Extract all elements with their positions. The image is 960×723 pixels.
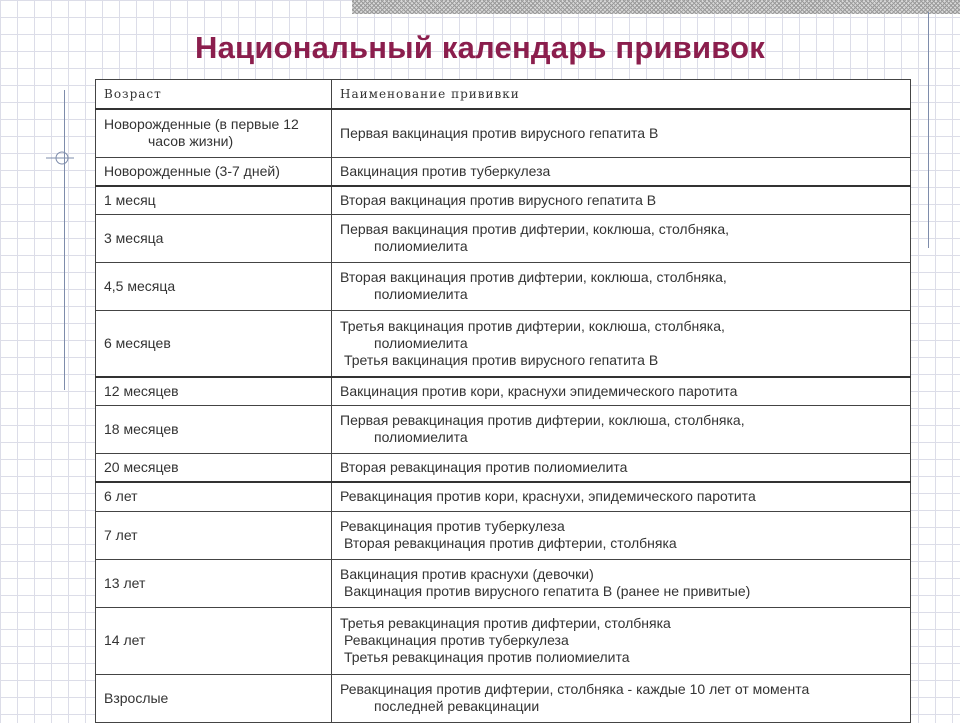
vaccination-text: Первая вакцинация против дифтерии, коклюша, столбняка, bbox=[340, 221, 730, 237]
age-cell bbox=[96, 674, 332, 722]
age-cell bbox=[96, 607, 332, 674]
vaccination-text: Вакцинация против краснухи (девочки) bbox=[340, 566, 594, 582]
header-age: Возраст bbox=[96, 80, 332, 110]
vaccination-text: полиомиелита bbox=[374, 238, 468, 254]
table-body bbox=[96, 109, 911, 722]
age-cell bbox=[96, 559, 332, 607]
vaccination-cell bbox=[332, 310, 911, 377]
age-text: 3 месяца bbox=[104, 229, 164, 246]
table-row bbox=[96, 377, 911, 405]
page-title: Национальный календарь прививок bbox=[195, 30, 765, 65]
vaccination-cell bbox=[332, 482, 911, 511]
table-row bbox=[96, 511, 911, 559]
vaccination-text: Третья ревакцинация против полиомиелита bbox=[344, 649, 630, 665]
table-row bbox=[96, 262, 911, 310]
vaccination-text: Ревакцинация против дифтерии, столбняка - каждые 10 лет от момента bbox=[340, 681, 810, 697]
table-row bbox=[96, 559, 911, 607]
vaccination-cell bbox=[332, 607, 911, 674]
vaccination-text: Вторая вакцинация против вирусного гепатита В bbox=[340, 191, 657, 208]
vaccination-cell bbox=[332, 157, 911, 186]
vaccination-text: полиомиелита bbox=[374, 334, 468, 351]
table-row bbox=[96, 405, 911, 453]
table-row bbox=[96, 674, 911, 722]
age-text: Новорожденные (в первые 12 bbox=[104, 116, 299, 133]
vaccination-text: полиомиелита bbox=[374, 429, 468, 445]
vaccination-cell bbox=[332, 405, 911, 453]
vaccination-cell bbox=[332, 674, 911, 722]
age-text: 13 лет bbox=[104, 574, 146, 591]
age-cell bbox=[96, 214, 332, 262]
vaccination-cell bbox=[332, 109, 911, 157]
decorative-vertical-line-left bbox=[64, 90, 65, 390]
vaccination-text: Ревакцинация против туберкулеза bbox=[340, 518, 565, 534]
age-cell bbox=[96, 157, 332, 186]
vaccination-text: полиомиелита bbox=[374, 286, 468, 302]
decorative-top-band bbox=[352, 0, 960, 14]
age-cell bbox=[96, 511, 332, 559]
vaccination-text: последней ревакцинации bbox=[374, 698, 540, 714]
vaccination-cell bbox=[332, 453, 911, 482]
vaccination-text: Ревакцинация против кори, краснухи, эпидемического паротита bbox=[340, 488, 756, 505]
table-row bbox=[96, 453, 911, 482]
vaccination-text: Первая вакцинация против вирусного гепатита В bbox=[340, 124, 659, 141]
age-text: часов жизни) bbox=[148, 133, 234, 150]
table-row bbox=[96, 157, 911, 186]
age-cell bbox=[96, 310, 332, 377]
vaccination-table bbox=[95, 79, 911, 723]
age-text: Новорожденные (3-7 дней) bbox=[104, 162, 280, 179]
age-cell bbox=[96, 453, 332, 482]
crosshair-icon bbox=[46, 148, 74, 168]
age-text: 14 лет bbox=[104, 632, 146, 648]
age-cell bbox=[96, 262, 332, 310]
age-cell bbox=[96, 405, 332, 453]
vaccination-text: Вакцинация против кори, краснухи эпидемического паротита bbox=[340, 382, 738, 399]
age-cell bbox=[96, 186, 332, 214]
table-row bbox=[96, 482, 911, 511]
age-text: 1 месяц bbox=[104, 191, 156, 208]
vaccination-text: Вторая ревакцинация против полиомиелита bbox=[340, 458, 628, 475]
age-cell bbox=[96, 482, 332, 511]
table-row bbox=[96, 186, 911, 214]
vaccination-text: Вторая ревакцинация против дифтерии, столбняка bbox=[344, 535, 677, 551]
age-cell bbox=[96, 377, 332, 405]
header-vaccination: Наименование прививки bbox=[332, 80, 911, 110]
vaccination-text: Вакцинация против вирусного гепатита В (ранее не привитые) bbox=[344, 583, 751, 599]
age-text: 6 месяцев bbox=[104, 334, 171, 351]
age-text: 7 лет bbox=[104, 526, 138, 543]
vaccination-text: Ревакцинация против туберкулеза bbox=[344, 632, 569, 648]
vaccination-text: Третья вакцинация против дифтерии, коклюша, столбняка, bbox=[340, 317, 725, 334]
vaccination-cell bbox=[332, 559, 911, 607]
age-text: 18 месяцев bbox=[104, 420, 179, 437]
age-text: 4,5 месяца bbox=[104, 277, 176, 294]
age-text: 6 лет bbox=[104, 488, 138, 505]
vaccination-cell bbox=[332, 377, 911, 405]
table-row bbox=[96, 109, 911, 157]
table-row bbox=[96, 310, 911, 377]
vaccination-text: Третья вакцинация против вирусного гепатита В bbox=[344, 351, 659, 368]
vaccination-cell bbox=[332, 186, 911, 214]
table-row bbox=[96, 607, 911, 674]
table-header-row bbox=[96, 80, 911, 110]
age-text: 12 месяцев bbox=[104, 382, 179, 399]
vaccination-text: Вторая вакцинация против дифтерии, коклюша, столбняка, bbox=[340, 269, 727, 285]
vaccination-text: Первая ревакцинация против дифтерии, коклюша, столбняка, bbox=[340, 412, 745, 428]
age-text: 20 месяцев bbox=[104, 458, 179, 475]
vaccination-text: Третья ревакцинация против дифтерии, столбняка bbox=[340, 615, 671, 631]
table-row bbox=[96, 214, 911, 262]
vaccination-text: Вакцинация против туберкулеза bbox=[340, 162, 551, 179]
vaccination-cell bbox=[332, 214, 911, 262]
vaccination-cell bbox=[332, 262, 911, 310]
vaccination-cell bbox=[332, 511, 911, 559]
age-cell bbox=[96, 109, 332, 157]
age-text: Взрослые bbox=[104, 689, 169, 706]
